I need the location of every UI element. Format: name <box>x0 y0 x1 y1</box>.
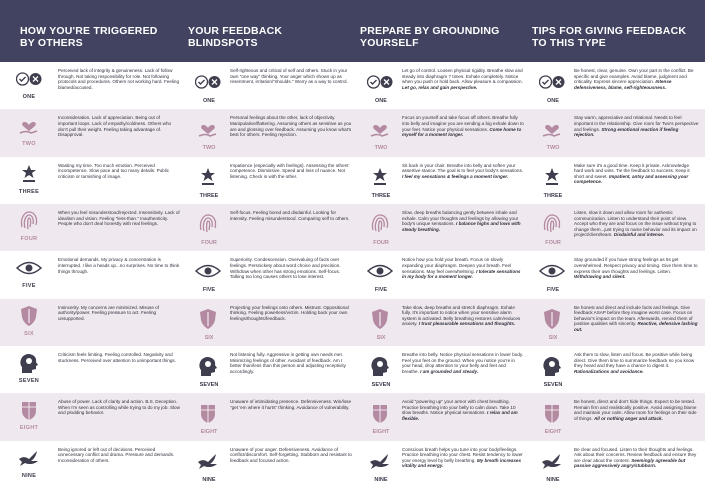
tips-body: Be clear and focused. Listen to their thoughts and feelings. Ask about their concerns. Review feedback and ensure they are clear about the content. <box>574 446 697 463</box>
blindspots-text: Personal feelings about the other, lack of objectivity. Manipulative/flattering. Assuming others as sensitive as you are and glossing over feedback. Assuming you know what's best for others. Feeling rejection. <box>230 115 352 138</box>
type-label: ONE <box>203 98 215 104</box>
dove-icon <box>366 447 394 483</box>
type-row-eight <box>0 393 705 440</box>
lightbulb-head-icon <box>16 351 42 375</box>
icon-cell <box>532 204 574 251</box>
type-label: FIVE <box>202 287 216 294</box>
icon-cell <box>532 299 574 346</box>
dove-icon <box>16 446 42 470</box>
triggered-text: Emotional demands. My privacy & concentration is interrupted. I like a heads up...no surprises. No time to think things through. <box>58 257 180 274</box>
blindspots-text: Impatience (especially with feelings). Assessing the others' competence. Dismissive. Speed and loss of nuance. Not listening. Check in with the other. <box>230 162 350 179</box>
dove-icon <box>538 447 566 483</box>
triggered-text: Perceived lack of integrity & genuineness. Lack of follow through. Not taking responsibility for role. Not following protocols and procedures. Others not working hard. Feeling blamed/accused. <box>58 68 180 90</box>
icon-cell <box>188 393 230 440</box>
type-label: NINE <box>202 476 216 483</box>
type-label: FIVE <box>374 287 388 294</box>
grounding-emphasis: I am grounded and steady. <box>420 368 479 374</box>
blindspots-text: Self-focus. Feeling bored and disdainful. Looking for intensity. Feeling misunderstood. Comparing self to others. <box>230 209 350 221</box>
type-cell <box>0 251 58 298</box>
fingerprint-icon <box>16 209 42 233</box>
star-stack-icon <box>366 163 394 199</box>
type-label: TWO <box>374 145 388 152</box>
tips-emphasis: Strong emotional reaction if feeling rejection. <box>574 126 679 138</box>
type-label: FOUR <box>373 239 389 246</box>
eye-icon <box>366 257 394 294</box>
star-stack-icon <box>538 163 566 199</box>
type-label: FOUR <box>20 235 38 242</box>
type-label: EIGHT <box>200 429 218 436</box>
triggered-text: When you feel misunderstood/rejected. Insensitivity. Lack of idealism and vision. Feeling "less-than." Inauthenticity. People who don't deal honestly with real feelings. <box>58 209 180 227</box>
tips-text <box>574 299 705 346</box>
icon-cell <box>360 109 402 156</box>
type-cell <box>0 346 58 393</box>
type-row-seven <box>0 346 705 393</box>
type-label: EIGHT <box>19 425 39 432</box>
type-label: EIGHT <box>544 429 562 436</box>
triggered-text: Abuse of power. Lack of clarity and action. B.S. Deception. When I'm seen as controlling while trying to do my job. Slow and plodding behavior. <box>58 399 180 416</box>
grounding-body: Sit back in your chair. Breathe into belly and soften your assertive stance. The goal is to feel your body's sensations. <box>402 162 524 174</box>
tips-text <box>574 62 705 109</box>
grounding-body: Slow, deep breaths balancing gently between inhale and exhale. Calm your thoughts and feelings by allowing your body's unique sensations. <box>402 209 519 227</box>
grounding-body: Notice how you hold your breath. Focus on slowly expanding your diaphragm. Deepen your breath. Feel sensations. May feel overwhelming. <box>402 257 512 274</box>
tips-emphasis: Withdrawing and silent. <box>574 274 626 280</box>
type-label: TWO <box>202 145 216 152</box>
header-tips: TIPS FOR GIVING FEEDBACK TO THIS TYPE <box>532 25 687 49</box>
type-cell <box>0 157 58 204</box>
type-label: ONE <box>375 98 387 104</box>
type-label: NINE <box>374 476 388 483</box>
icon-cell <box>532 441 574 488</box>
tips-text <box>574 251 705 298</box>
header-grounding: PREPARE BY GROUNDING YOURSELF <box>360 25 500 49</box>
icon-cell <box>360 346 402 393</box>
blindspots-text: Projecting your feelings onto others. Mistrust. Oppositional thinking. Feeling powerless/victim. Holding back your own feelings/thoughts/feedback. <box>230 304 349 321</box>
grounding-body: Breathe into belly. Notice physical sensations in lower body. Feel your feet on the ground. When you notice you're in your head, drop attention to your belly and feet and breathe. <box>402 351 524 374</box>
icon-cell <box>188 251 230 298</box>
tips-body: Listen, slow it down and allow room for authentic communication. Listen to understand their point of view. Accept who they are and focus on the issue without trying to change them...just trying to name behavior and its impact on project/client/team. <box>574 209 697 238</box>
type-label: TWO <box>546 145 560 152</box>
icon-cell <box>532 157 574 204</box>
heart-hand-icon <box>538 115 566 152</box>
blindspots-text: Self-righteous and critical of self and others. Stuck in your own "one way" thinking. Your anger which shows up as resentment, irritation/"shoulds." Worry as a way to control. <box>230 68 348 85</box>
grounding-body: Focus on yourself and take focus off others. Breathe fully into belly and imagine you are sending a big exhale down to your feet. Notice your physical sensations. <box>402 115 524 132</box>
blindspots-text: Superiority. Condescension. Overvaluing of facts over feelings. Persnickety about word choice and precision. Withdraw when other has strong emotions. Self-focus. Talking too long causes others to lose interest. <box>230 257 341 280</box>
grounding-text <box>402 346 532 393</box>
tips-text <box>574 393 705 440</box>
tips-emphasis: Rationalizations and avoidance. <box>574 368 644 374</box>
heart-hand-icon <box>194 115 222 152</box>
grounding-text <box>402 299 532 346</box>
tips-body: Stay grounded if you have strong feelings as 5s get overwhelmed. Respect privacy and timing. Give them time to express their own thoughts and feelings. Listen. <box>574 257 698 274</box>
heart-hand-icon <box>16 114 42 138</box>
tips-body: Be honest, direct and don't hide things. Expect to be tested. Remain firm and realistically positive. Avoid assigning blame and maintain your calm. Allow room for feelings on their side of things. <box>574 399 697 422</box>
type-label: SEVEN <box>199 381 219 388</box>
shield-icon <box>366 305 394 341</box>
tips-emphasis: All or nothing anger and attack. <box>593 416 663 422</box>
icon-cell <box>188 157 230 204</box>
shield-icon <box>16 304 42 328</box>
icon-cell <box>360 393 402 440</box>
shield-icon <box>194 305 222 341</box>
fingerprint-icon <box>538 210 566 246</box>
tips-emphasis: Seemingly agreeable but passive aggressively angry/stubborn. <box>574 457 686 469</box>
grounding-emphasis: My breath increases vitality and energy. <box>402 457 522 469</box>
armor-icon <box>538 399 566 436</box>
type-rows <box>0 62 705 488</box>
type-label: THREE <box>18 188 40 195</box>
tips-text <box>574 441 705 488</box>
icon-cell <box>532 346 574 393</box>
grounding-text <box>402 393 532 440</box>
heart-hand-icon <box>366 115 394 152</box>
check-x-icon <box>366 68 394 104</box>
type-row-nine <box>0 441 705 488</box>
eye-icon <box>194 257 222 294</box>
type-label: SIX <box>24 330 34 337</box>
tips-emphasis: Impatient, antsy and assessing your competence. <box>574 173 689 185</box>
shield-icon <box>538 305 566 341</box>
tips-text <box>574 109 705 156</box>
star-stack-icon <box>194 163 222 199</box>
tips-body: Be honest, clear, genuine. Own your part in the conflict. Be specific and give examples. Avoid blame, judgment and criticality. Express sincere appreciation. <box>574 68 694 85</box>
tips-text <box>574 157 705 204</box>
fingerprint-icon <box>194 210 222 246</box>
type-label: ONE <box>22 94 36 100</box>
tips-body: Stay warm, appreciative and relational. Needs to feel important in the relationship. Give room for Two's perspective and feelings. <box>574 115 699 132</box>
check-x-icon <box>16 67 42 91</box>
icon-cell <box>360 62 402 109</box>
icon-cell <box>532 62 574 109</box>
grounding-emphasis: I feel my sensations & feelings a moment longer. <box>402 173 509 179</box>
grounding-emphasis: Come home to myself for a moment longer. <box>402 126 522 138</box>
type-label: THREE <box>199 192 219 199</box>
icon-cell <box>188 441 230 488</box>
grounding-text <box>402 109 532 156</box>
type-row-three <box>0 157 705 204</box>
triggered-text: Inconsideration. Lack of appreciation. Being out of important loops. Lack of empathy/coldness. Others who don't pull their weight. Feeling taking advantage of. Disapproval. <box>58 115 172 138</box>
armor-icon <box>194 399 222 436</box>
grounding-body: Conscious breath helps you tune into your body/feelings. Practice breathing into your chest. Resist tendency to lower your energy level by belly breathing. <box>402 446 523 463</box>
type-cell <box>0 441 58 488</box>
tips-body: Be honest and direct and include facts and feelings. Give feedback ASAP before they imagine worst case. Focus on behavior's impact on the team. Afterwards, remind them of positive qualities with sincerity. <box>574 304 693 327</box>
armor-icon <box>366 399 394 436</box>
grounding-body: Take slow, deep breaths and stretch diaphragm. Exhale fully. It's important to notice when your sensitive alarm system is activated. Belly breathing restores calm/reduces anxiety. <box>402 304 521 327</box>
icon-cell <box>532 109 574 156</box>
tips-emphasis: Disdainful and intense. <box>613 232 665 238</box>
type-row-four <box>0 204 705 251</box>
blindspots-text: Unaware of your anger. Defensiveness. Avoidance of conflict/discomfort. Self-forgetting. Stubborn and resistant to feedback and focused action. <box>230 446 352 463</box>
type-row-two <box>0 109 705 156</box>
grounding-body: Let go of control. Loosen physical rigidity. Breathe slow and steady into diaphragm 7 times. Exhale completely. Notice when you push or hold back. Allow pleasure & compassion. <box>402 68 523 85</box>
icon-cell <box>188 299 230 346</box>
header-blindspots: YOUR FEEDBACK BLINDSPOTS <box>188 25 283 49</box>
type-label: EIGHT <box>372 429 390 436</box>
blindspots-text: Not listening fully. Aggressive in getting own needs met. Minimizing feelings of other. Avoidant of feedback. Am I better than/less than this person and adjusting receptivity accordingly. <box>230 351 346 374</box>
triggered-text: Wasting my time. Too much emotion. Perceived incompetence. Slow pace and too many details. Public criticism or tarnishing of image. <box>58 162 170 179</box>
type-label: THREE <box>371 192 391 199</box>
icon-cell <box>360 204 402 251</box>
icon-cell <box>360 441 402 488</box>
type-label: FOUR <box>545 239 561 246</box>
type-label: TWO <box>22 141 36 148</box>
grounding-text <box>402 204 532 251</box>
type-cell <box>0 62 58 109</box>
tips-body: Make sure it's a good time. Keep it private. Acknowledge hard work and wins. Tie the feedback to success. Keep it short and sweet. <box>574 162 690 179</box>
grounding-body: Avoid "powering up" your armor with chest breathing. Practice breathing into your belly to calm down. Take 10 slow breaths. Notice physical sensations. <box>402 399 516 416</box>
star-stack-icon <box>16 162 42 186</box>
check-x-icon <box>538 68 566 104</box>
grounding-emphasis: I trust pleasurable sensations and thoughts. <box>418 321 516 327</box>
tips-emphasis: Reactive, defensive lashing out. <box>574 321 698 333</box>
tips-emphasis: Intense defensiveness, blame, self-righteousness. <box>574 79 672 90</box>
type-cell <box>0 109 58 156</box>
eye-icon <box>538 257 566 294</box>
triggered-text: Being ignored or left out of decisions. Perceived unnecessary conflict and drama. Pressure and demands. Inconsideration of others. <box>58 446 175 463</box>
grounding-text <box>402 62 532 109</box>
header-triggered: HOW YOU'RE TRIGGERED BY OTHERS <box>20 25 158 49</box>
type-label: FIVE <box>546 287 560 294</box>
triggered-text: Insincerity. My concerns are minimized. Misuse of authority/power. Feeling pressure to act. Feeling unsupported. <box>58 304 160 321</box>
type-cell <box>0 393 58 440</box>
grounding-emphasis: Let go, relax and gain perspective. <box>402 84 478 90</box>
grounding-emphasis: I balance highs and lows with steady breathing. <box>402 221 521 232</box>
type-row-five <box>0 251 705 298</box>
icon-cell <box>532 251 574 298</box>
type-label: SIX <box>376 334 386 341</box>
grounding-emphasis: I relax and am flexible. <box>402 410 518 422</box>
type-label: NINE <box>21 472 37 479</box>
check-x-icon <box>194 68 222 104</box>
icon-cell <box>188 204 230 251</box>
tips-text <box>574 346 705 393</box>
eye-icon <box>16 256 42 280</box>
lightbulb-head-icon <box>194 352 222 388</box>
fingerprint-icon <box>366 210 394 246</box>
type-label: ONE <box>547 98 559 104</box>
icon-cell <box>360 299 402 346</box>
icon-cell <box>360 157 402 204</box>
grounding-text <box>402 441 532 488</box>
lightbulb-head-icon <box>366 352 394 388</box>
tips-text <box>574 204 705 251</box>
icon-cell <box>188 62 230 109</box>
type-cell <box>0 299 58 346</box>
lightbulb-head-icon <box>538 352 566 388</box>
triggered-text: Criticism feels limiting. Feeling controlled. Negativity and stuckness. Perceived over attention to unimportant things. <box>58 351 176 363</box>
type-row-six <box>0 299 705 346</box>
grounding-emphasis: I tolerate sensations in my body for a moment longer. <box>402 268 521 280</box>
armor-icon <box>16 398 42 422</box>
header-bar <box>0 0 705 62</box>
type-label: FIVE <box>22 283 36 290</box>
grounding-text <box>402 251 532 298</box>
dove-icon <box>194 447 222 483</box>
tips-body: Ask them to slow, listen and focus. Be positive while being direct. Give them time to summarize feedback so you know they heard and they have a chance to digest it. <box>574 351 695 369</box>
type-label: SIX <box>548 334 558 341</box>
icon-cell <box>360 251 402 298</box>
type-label: SEVEN <box>543 381 563 388</box>
icon-cell <box>188 346 230 393</box>
type-label: THREE <box>543 192 563 199</box>
type-label: FOUR <box>201 239 217 246</box>
blindspots-text: Unaware of intimidating presence. Defensiveness. Win/lose "get 'em where it hurts" thinking. Avoidance of vulnerability. <box>230 399 352 410</box>
icon-cell <box>532 393 574 440</box>
icon-cell <box>188 109 230 156</box>
type-row-one <box>0 62 705 109</box>
type-label: SEVEN <box>371 381 391 388</box>
type-label: SIX <box>204 334 214 341</box>
type-cell <box>0 204 58 251</box>
type-label: NINE <box>546 476 560 483</box>
type-label: SEVEN <box>18 377 40 384</box>
grounding-text <box>402 157 532 204</box>
